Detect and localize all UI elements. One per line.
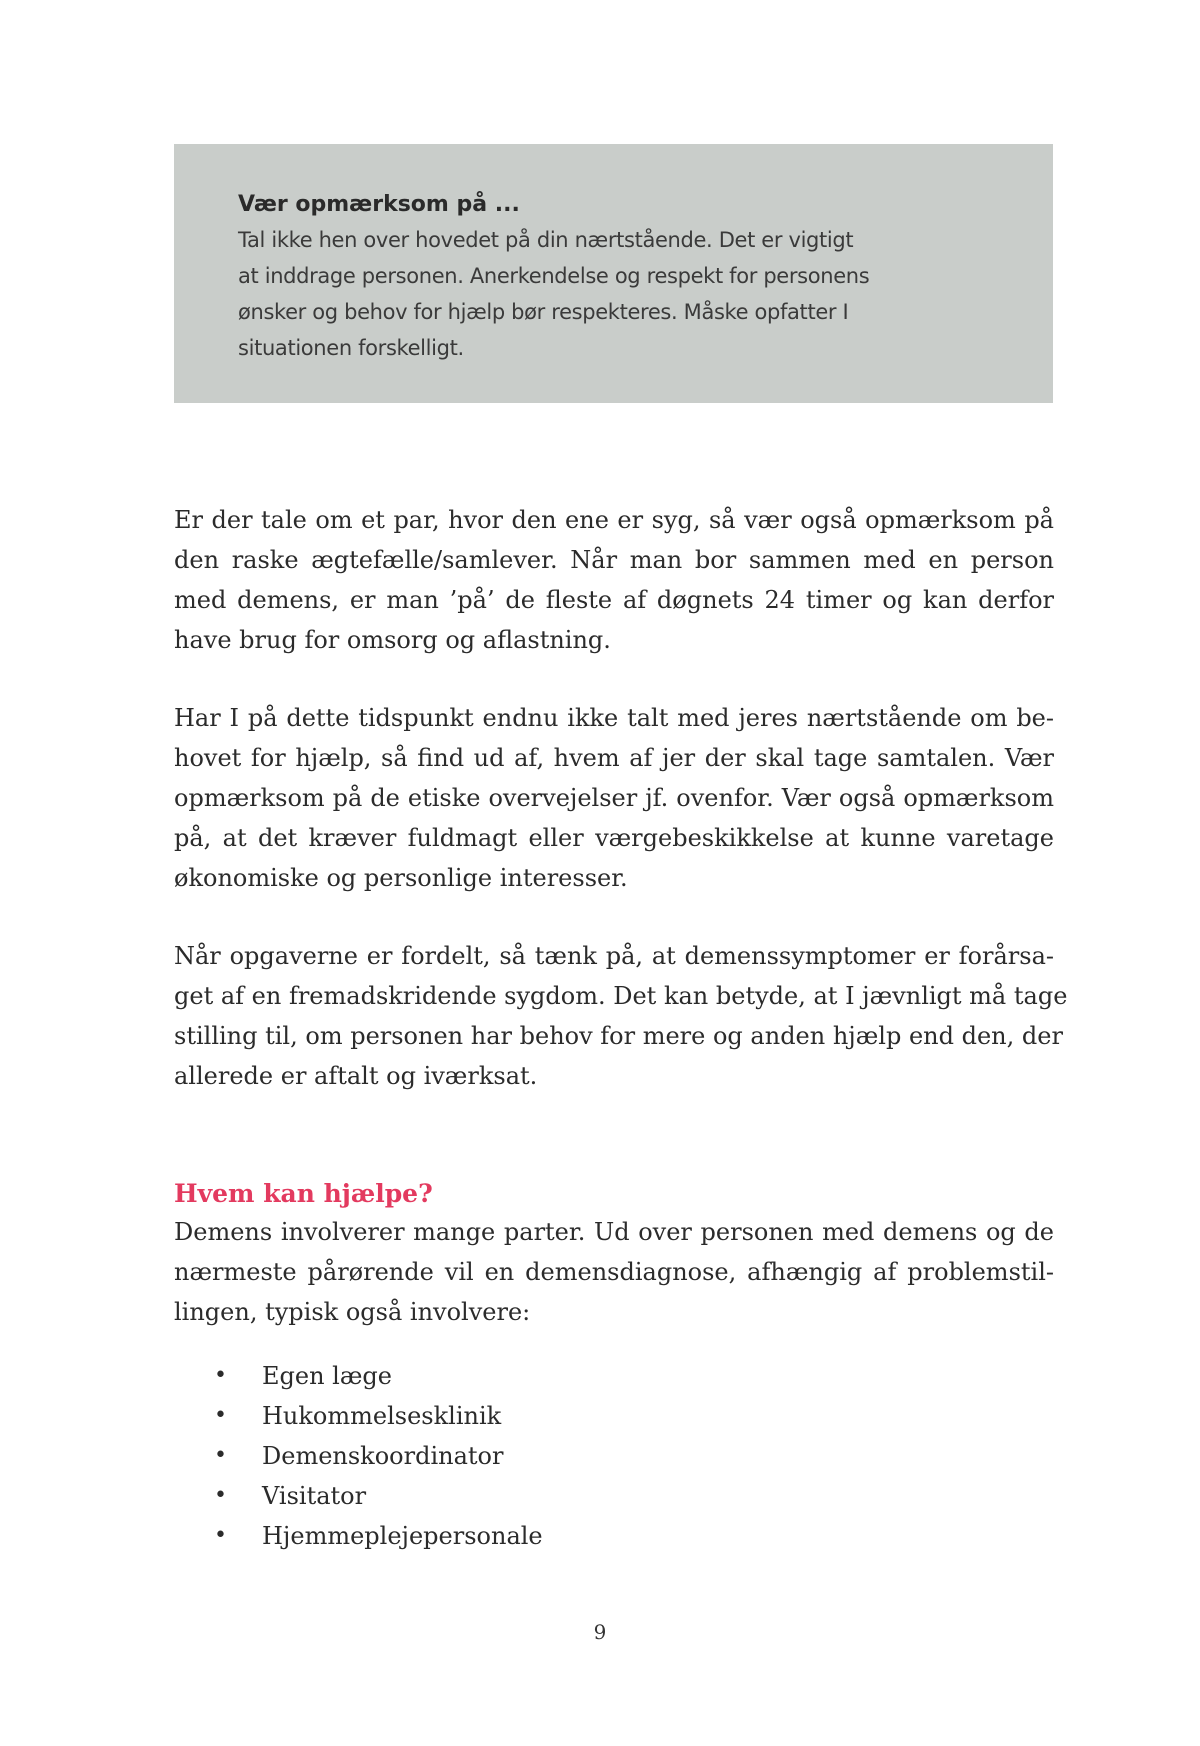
- paragraph-line: på, at det kræver fuldmagt eller værgebeskikkelse at kunne varetage: [174, 824, 1054, 852]
- paragraph-line: Er der tale om et par, hvor den ene er syg, så vær også opmærksom på: [174, 506, 1054, 534]
- paragraph-line: Når opgaverne er fordelt, så tænk på, at demenssymptomer er forårsa-: [174, 942, 1054, 970]
- list-item-label: Demenskoordinator: [262, 1442, 504, 1470]
- paragraph-line: stilling til, om personen har behov for mere og anden hjælp end den, der: [174, 1022, 1063, 1050]
- callout-line: Tal ikke hen over hovedet på din nærtstående. Det er vigtigt: [238, 228, 854, 252]
- bullet-icon: •: [214, 1483, 227, 1508]
- list-item-label: Egen læge: [262, 1362, 392, 1390]
- paragraph-line: have brug for omsorg og aflastning.: [174, 626, 611, 654]
- bullet-icon: •: [214, 1403, 227, 1428]
- section-heading: Hvem kan hjælpe?: [174, 1179, 433, 1208]
- bullet-icon: •: [214, 1523, 227, 1548]
- page-number: 9: [593, 1620, 607, 1644]
- helper-list: [214, 1356, 543, 1556]
- list-item: [214, 1436, 543, 1476]
- paragraph-progression: [174, 936, 1068, 1096]
- list-item-label: Visitator: [262, 1482, 367, 1510]
- paragraph-line: Har I på dette tidspunkt endnu ikke talt med jeres nærtstående om be-: [174, 704, 1054, 732]
- callout-box: [174, 144, 1053, 403]
- list-item: [214, 1476, 543, 1516]
- callout-line: situationen forskelligt.: [238, 336, 464, 360]
- list-item-label: Hjemmeplejepersonale: [262, 1522, 543, 1550]
- paragraph-line: økonomiske og personlige interesser.: [174, 864, 628, 892]
- paragraph-line: opmærksom på de etiske overvejelser jf. ovenfor. Vær også opmærksom: [174, 784, 1054, 812]
- bullet-icon: •: [214, 1363, 227, 1388]
- bullet-icon: •: [214, 1443, 227, 1468]
- paragraph-line: den raske ægtefælle/samlever. Når man bor sammen med en person: [174, 546, 1054, 574]
- list-item: [214, 1356, 543, 1396]
- paragraph-line: get af en fremadskridende sygdom. Det kan betyde, at I jævnligt må tage: [174, 982, 1068, 1010]
- list-item-label: Hukommelsesklinik: [262, 1402, 502, 1430]
- paragraph-who-can-help: [174, 1212, 1054, 1332]
- paragraph-line: med demens, er man ’på’ de fleste af døgnets 24 timer og kan derfor: [174, 586, 1054, 614]
- paragraph-conversation: [174, 698, 1054, 898]
- callout-line: at inddrage personen. Anerkendelse og respekt for personens: [238, 264, 870, 288]
- paragraph-line: hovet for hjælp, så find ud af, hvem af jer der skal tage samtalen. Vær: [174, 744, 1054, 772]
- paragraph-line: allerede er aftalt og iværksat.: [174, 1062, 538, 1090]
- callout-title: Vær opmærksom på ...: [238, 192, 520, 217]
- list-item: [214, 1396, 543, 1436]
- paragraph-line: lingen, typisk også involvere:: [174, 1298, 531, 1326]
- paragraph-line: Demens involverer mange parter. Ud over personen med demens og de: [174, 1218, 1054, 1246]
- paragraph-line: nærmeste pårørende vil en demensdiagnose, afhængig af problemstil-: [174, 1258, 1054, 1286]
- paragraph-couple: [174, 500, 1054, 660]
- list-item: [214, 1516, 543, 1556]
- callout-line: ønsker og behov for hjælp bør respekteres. Måske opfatter I: [238, 300, 849, 324]
